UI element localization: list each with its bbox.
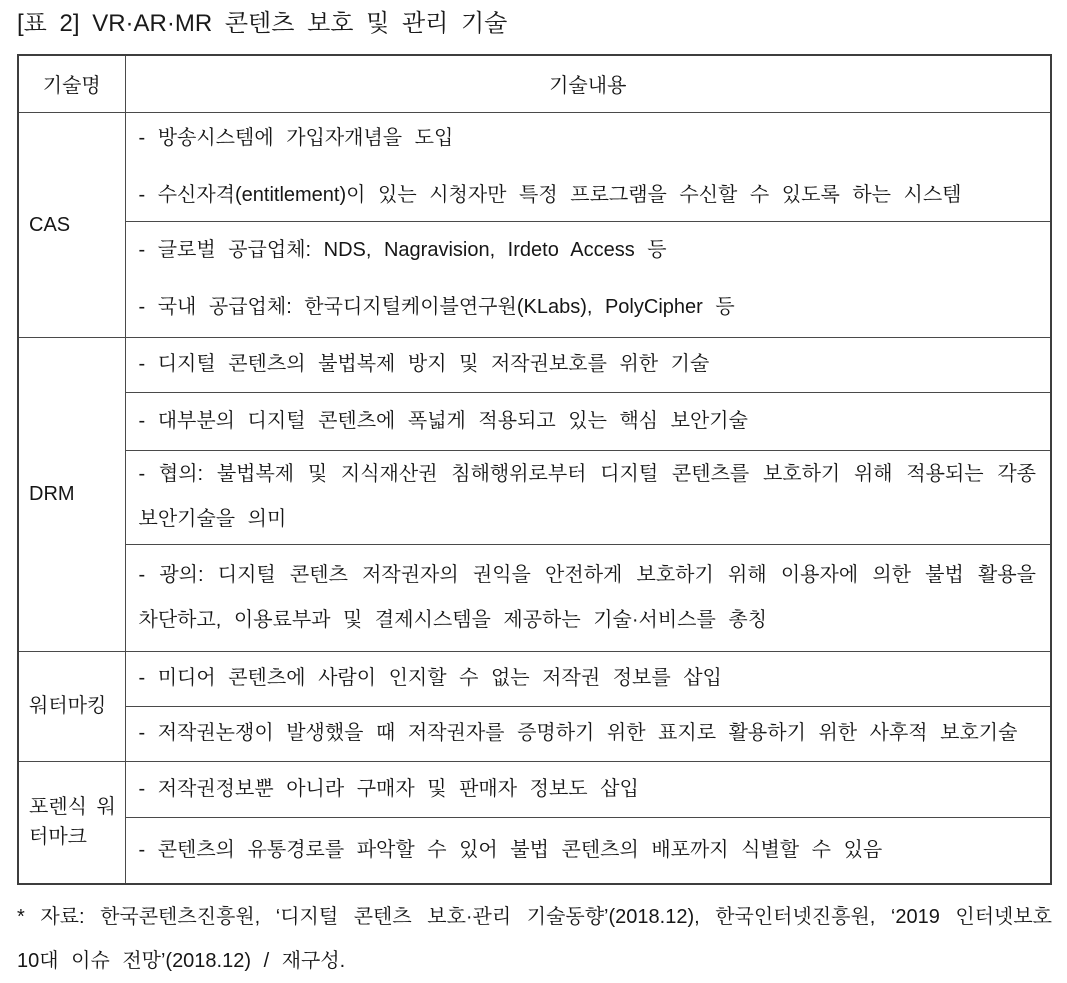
table-caption: [표 2] VR·AR·MR 콘텐츠 보호 및 관리 기술 xyxy=(17,10,508,37)
table-header-row xyxy=(18,55,1051,112)
tech-content-cell xyxy=(125,817,1051,884)
table-row xyxy=(18,392,1051,450)
tech-name-cell-watermarking: 워터마킹 xyxy=(18,651,125,761)
table-row xyxy=(18,112,1051,221)
table-row xyxy=(18,706,1051,761)
bullet-line: - 광의: 디지털 콘텐츠 저작권자의 권익을 안전하게 보호하기 위해 이용자에 의한 불법 활용을 차단하고, 이용료부과 및 결제시스템을 제공하는 기술·서비스를 총칭 xyxy=(138,563,1036,631)
bullet-line: - 미디어 콘텐츠에 사람이 인지할 수 없는 저작권 정보를 삽입 xyxy=(138,667,722,689)
tech-content-cell xyxy=(125,337,1051,392)
tech-name-cell-forensic-watermark: 포렌식 워터마크 xyxy=(18,761,125,884)
table-row xyxy=(18,221,1051,337)
bullet-line: - 대부분의 디지털 콘텐츠에 폭넓게 적용되고 있는 핵심 보안기술 xyxy=(138,409,748,432)
tech-content-cell xyxy=(125,392,1051,450)
tech-content-cell xyxy=(125,544,1051,651)
tech-name-cell-drm: DRM xyxy=(18,337,125,651)
bullet-line: - 글로벌 공급업체: NDS, Nagravision, Irdeto Access 등 xyxy=(138,239,667,261)
tech-content-cell xyxy=(125,221,1051,337)
column-header-tech-content: 기술내용 xyxy=(125,55,1051,112)
bullet-line: - 협의: 불법복제 및 지식재산권 침해행위로부터 디지털 콘텐츠를 보호하기 위해 적용되는 각종 보안기술을 의미 xyxy=(138,463,1036,530)
bullet-line: - 수신자격(entitlement)이 있는 시청자만 특정 프로그램을 수신할 수 있도록 하는 시스템 xyxy=(138,183,962,206)
tech-content-cell xyxy=(125,450,1051,544)
table-row xyxy=(18,817,1051,884)
bullet-line: - 디지털 콘텐츠의 불법복제 방지 및 저작권보호를 위한 기술 xyxy=(138,353,710,375)
table-row xyxy=(18,651,1051,706)
tech-content-cell xyxy=(125,761,1051,817)
bullet-line: - 방송시스템에 가입자개념을 도입 xyxy=(138,126,454,149)
bullet-line: - 국내 공급업체: 한국디지털케이블연구원(KLabs), PolyCipher 등 xyxy=(138,296,735,318)
table-row xyxy=(18,761,1051,817)
source-footnote: * 자료: 한국콘텐츠진흥원, ‘디지털 콘텐츠 보호·관리 기술동향’(2018.12), 한국인터넷진흥원, ‘2019 인터넷보호 10대 이슈 전망’(2018.12) / 재구성. xyxy=(17,906,1052,972)
bullet-line: - 콘텐츠의 유통경로를 파악할 수 있어 불법 콘텐츠의 배포까지 식별할 수 있음 xyxy=(138,838,883,861)
tech-content-cell xyxy=(125,112,1051,221)
bullet-line: - 저작권논쟁이 발생했을 때 저작권자를 증명하기 위한 표지로 활용하기 위한 사후적 보호기술 xyxy=(138,722,1018,744)
column-header-tech-name: 기술명 xyxy=(18,55,125,112)
table-row xyxy=(18,450,1051,544)
table-row xyxy=(18,544,1051,651)
tech-content-cell xyxy=(125,706,1051,761)
table-row xyxy=(18,337,1051,392)
bullet-line: - 저작권정보뿐 아니라 구매자 및 판매자 정보도 삽입 xyxy=(138,777,639,800)
tech-table xyxy=(17,54,1052,885)
tech-content-cell xyxy=(125,651,1051,706)
tech-name-cell-cas: CAS xyxy=(18,112,125,337)
